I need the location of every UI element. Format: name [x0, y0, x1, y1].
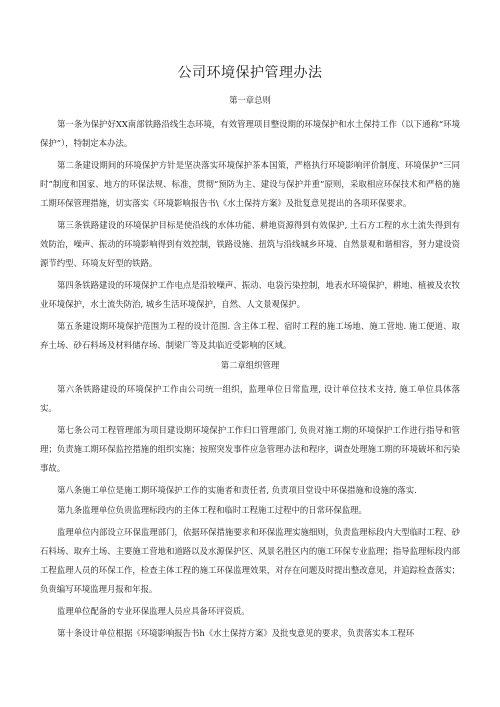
article-9-paragraph: 第九条监理单位负贵监理标段内的主体工程和临时工程施工过程中的日常环保监理。 — [57, 505, 367, 515]
document-title: 公司环境保护管理办法 — [177, 65, 323, 81]
article-1-paragraph: 第一条为保护好XX南部铁路沿线生态环境，有效管理项目整设期的环境保护和水土保持工作（以下通称“环境保护”），特制定本办法。 — [40, 119, 460, 148]
article-7-paragraph: 第七条公司工程管理部为项目建设期环境保护工作归口管理部门, 负贵对施工期的环境保护工作进行指导和管理；负责施工期环保监控措施的组织实施；按照突发事件应急管理办法和程序，调查处理施工期的环境破坏和污染事故。 — [40, 425, 460, 473]
chapter-heading-2: 第二章组织管理 — [220, 360, 280, 370]
article-5-paragraph: 第五条建设期环境保护范围为工程的设计范围. 含主体工程、宿时工程的施工场地、施工营地. 施工便道、取弃土场、砂石料场及材料储存场、制梁厂等及其临近受影响的区域。 — [40, 321, 460, 350]
article-4-paragraph: 第四条铁路建设的环境保护工作电点是沿较噪声、振动、电袋污染控制，地表水环境保护，耕地、植被及农牧业环境保护，水土流失防治, 城乡生活环境保护，自然、人文景观保护。 — [40, 280, 460, 309]
article-8-paragraph: 第八条施工单位是施工期环境保护工作的实施者和责任者, 负责项目堂设中环保措施和设施的落实. — [57, 485, 417, 495]
article-6-paragraph: 第六条铁路建设的环境保护工作由公司统一组织，监理单位日常监理, 设计单位技术支持, 施工单位具体落实。 — [40, 384, 460, 413]
supervision-detail-paragraph: 监理单位内部设立环保监理部门，依据环保措施要求和环保监理实施细则，负责监理标段内大型临时工程、砂石料场、取弃土场、主要施工营地和道路以及水源保护区、风景名胜区内的施工环保专业监理；指导监理标段内部工程监理人员的环保工作，检查主体工程的施工环保监理效果，对存在问题及时提出整改意见，并追踪检查落实；负贵编写环境监理月报和年报。 — [40, 527, 460, 594]
chapter-heading-1: 第一章总则 — [229, 95, 271, 105]
article-2-paragraph: 第二条建设期间的环境保护方针是坚决落实环境保护茶本国策，严格执行环境影响评价制度、环境保护“三同时”制度和国家、地方的环保法规、标准，贯彻“预防为主、建设与保护并重”原则，采取相应环保技术和严格的施工期环保管理措施，切实落实《环境影响报告书\《水土保持方案》及批复意见提出的各项环保要求。 — [40, 160, 460, 208]
article-3-paragraph: 第三条铁路建设的环境保护目标是使沿线的水体功能、耕地资源得到有效保护, 土石方工程的水土流失得到有效防治，噪声、振动的环境影响得到有效控制，铁路设施、扭筑与沿线城乡环境、自然景观和谐相容，努力建设资源节约型、环境友好型的铁路。 — [40, 220, 460, 268]
supervision-qualification-paragraph: 监理单位配备的专业环保监理人员应具备环评资质。 — [57, 606, 250, 616]
article-10-paragraph: 第十条设计单位根据《环境影响报告书h《水土保持方案》及批曳意见的要求，负责落实本工程环 — [57, 628, 415, 638]
